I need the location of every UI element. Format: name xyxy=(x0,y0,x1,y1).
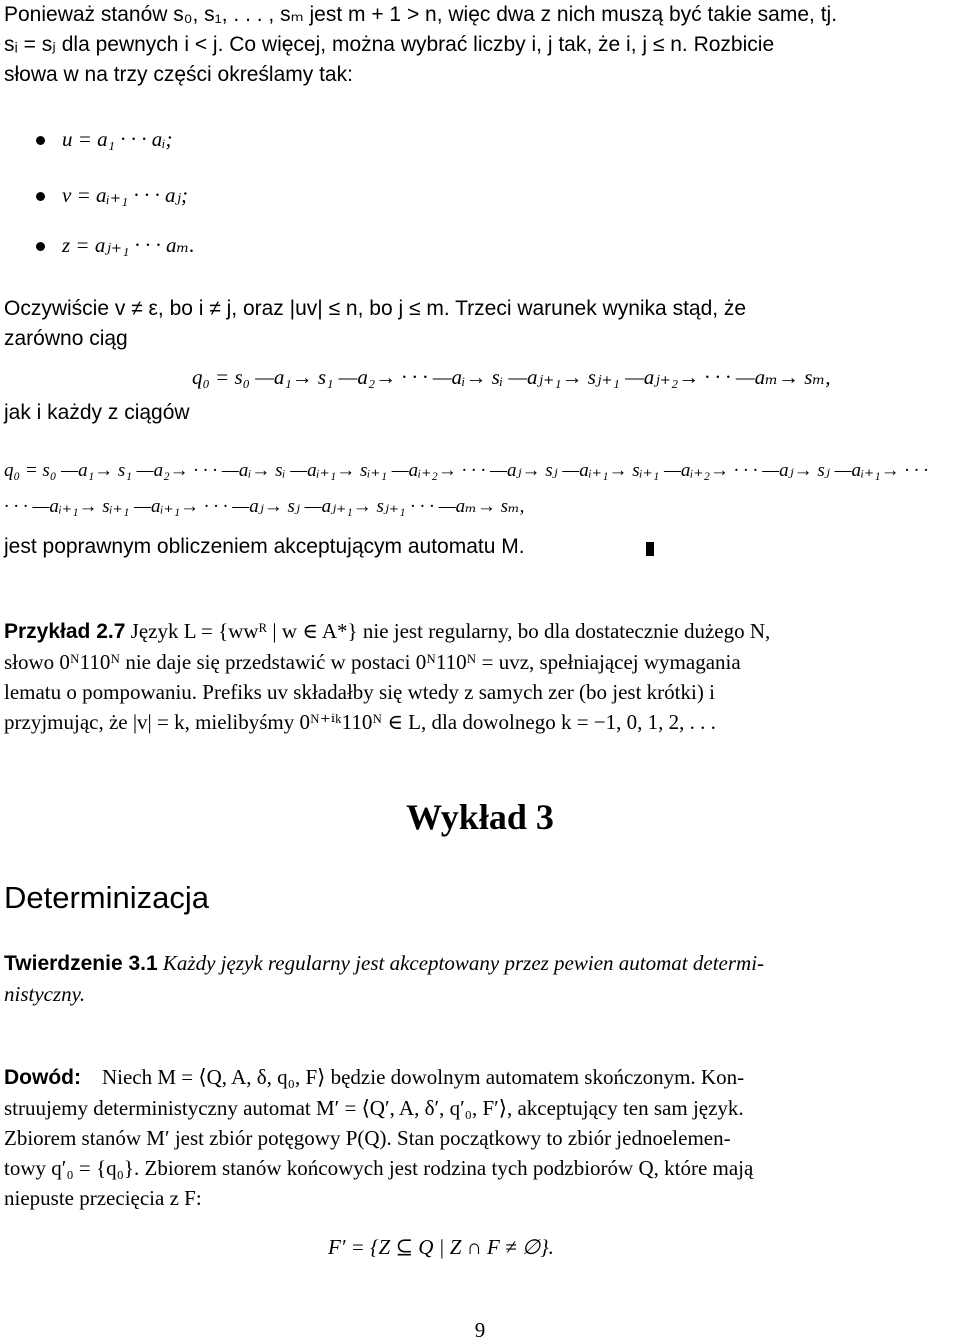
theorem-paragraph xyxy=(4,948,956,1009)
example-line-1 xyxy=(4,616,956,647)
sequence-formula-2-line-1: q₀ = s₀ —a₁→ s₁ —a₂→ · · · —aᵢ→ sᵢ —aᵢ₊₁→ sᵢ₊₁ —aᵢ₊₂→ · · · —aⱼ→ sⱼ —aᵢ₊₁→ sᵢ₊₁ —aᵢ₊₂→ · · · —aⱼ→ sⱼ —aᵢ₊₁→ · · · xyxy=(4,460,929,481)
theorem-label: Twierdzenie 3.1 xyxy=(4,952,158,975)
sequence-formula-2-line-2: · · · —aᵢ₊₁→ sᵢ₊₁ —aᵢ₊₁→ · · · —aⱼ→ sⱼ —aⱼ₊₁→ sⱼ₊₁ · · · —aₘ→ sₘ, xyxy=(4,496,525,517)
example-label: Przykład 2.7 xyxy=(4,620,126,643)
example-line-2: słowo 0ᴺ110ᴺ nie daje się przedstawić w postaci 0ᴺ110ᴺ = uvz, spełniającej wymagania xyxy=(4,650,741,674)
bullet-text: z = aⱼ₊₁ · · · aₘ. xyxy=(62,233,195,257)
accepting-text: jest poprawnym obliczeniem akceptującym automatu M. xyxy=(4,535,525,558)
bullet-dot xyxy=(36,242,45,251)
intro-line-1: Ponieważ stanów s₀, s₁, . . . , sₘ jest m + 1 > n, więc dwa z nich muszą być takie same, tj. xyxy=(4,3,838,26)
example-line-1-text: Język L = {wwᴿ | w ∈ A*} nie jest regularny, bo dla dostatecznie dużego N, xyxy=(130,619,771,643)
bullet-dot xyxy=(36,192,45,201)
obvious-line-1: Oczywiście v ≠ ε, bo i ≠ j, oraz |uv| ≤ n, bo j ≤ m. Trzeci warunek wynika stąd, że xyxy=(4,297,747,320)
theorem-line-1 xyxy=(4,948,956,979)
section-title: Determinizacja xyxy=(4,880,210,915)
proof-line-5: niepuste przecięcia z F: xyxy=(4,1186,202,1210)
obvious-paragraph xyxy=(4,294,956,354)
example-line-4: przyjmując, że |v| = k, mielibyśmy 0ᴺ⁺ⁱᵏ110ᴺ ∈ L, dla dowolnego k = −1, 0, 1, 2, . . . xyxy=(4,710,716,734)
lecture-title: Wykład 3 xyxy=(406,797,554,837)
bullet-text: v = aᵢ₊₁ · · · aⱼ; xyxy=(62,183,188,207)
bullet-text: u = a₁ · · · aᵢ; xyxy=(62,127,173,151)
intro-line-2: sᵢ = sⱼ dla pewnych i < j. Co więcej, można wybrać liczby i, j tak, że i, j ≤ n. Rozbicie xyxy=(4,33,775,56)
page-number: 9 xyxy=(474,1318,486,1342)
qed-square-icon xyxy=(646,542,654,556)
proof-line-1 xyxy=(4,1062,956,1093)
theorem-line-2: nistyczny. xyxy=(4,982,86,1006)
proof-label: Dowód: xyxy=(4,1066,81,1089)
example-paragraph xyxy=(4,616,956,737)
sequence-formula-1: q₀ = s₀ —a₁→ s₁ —a₂→ · · · —aᵢ→ sᵢ —aⱼ₊₁→ sⱼ₊₁ —aⱼ₊₂→ · · · —aₘ→ sₘ, xyxy=(192,365,831,389)
intro-paragraph xyxy=(4,0,956,90)
proof-paragraph xyxy=(4,1062,956,1213)
proof-line-2: struujemy deterministyczny automat M′ = ⟨Q′, A, δ′, q′₀, F′⟩, akceptujący ten sam język. xyxy=(4,1096,744,1120)
final-formula: F′ = {Z ⊆ Q | Z ∩ F ≠ ∅}. xyxy=(328,1235,554,1259)
proof-line-4: towy q′₀ = {q₀}. Zbiorem stanów końcowych jest rodzina tych podzbiorów Q, które mają xyxy=(4,1156,754,1180)
intro-line-3: słowa w na trzy części określamy tak: xyxy=(4,63,353,86)
proof-line-1-text: Niech M = ⟨Q, A, δ, q₀, F⟩ będzie dowolnym automatem skończonym. Kon- xyxy=(101,1065,745,1089)
theorem-line-1-text: Każdy język regularny jest akceptowany przez pewien automat determi- xyxy=(162,951,765,975)
example-line-3: lematu o pompowaniu. Prefiks uv składałby się wtedy z samych zer (bo jest krótki) i xyxy=(4,680,715,704)
obvious-line-2: zarówno ciąg xyxy=(4,327,128,350)
proof-line-3: Zbiorem stanów M′ jest zbiór potęgowy P(Q). Stan początkowy to zbiór jednoelemen- xyxy=(4,1126,731,1150)
bullet-dot xyxy=(36,136,45,145)
each-sequence-text: jak i każdy z ciągów xyxy=(4,401,190,424)
